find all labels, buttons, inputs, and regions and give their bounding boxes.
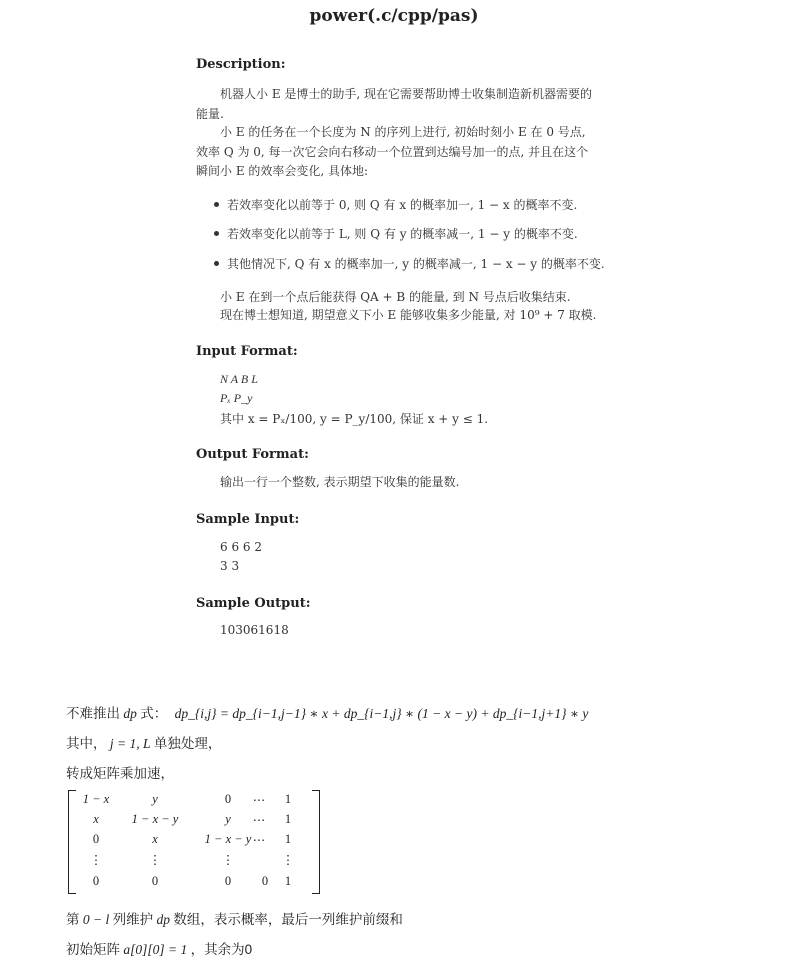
matrix-cell: ⋯: [252, 833, 266, 847]
matrix-cell: 0: [224, 792, 232, 806]
note-dp-formula: 不难推出 dp 式： dp_{i,j} = dp_{i−1,j−1} ∗ x + dp_{i−1,j} ∗ (1 − x − y) + dp_{i−1,j+1} ∗ y: [66, 706, 589, 721]
matrix-cell: 1 − x − y: [204, 832, 252, 846]
sample-input-heading: Sample Input:: [196, 512, 300, 527]
matrix-cell: 1 − x − y: [131, 812, 179, 826]
bullet-dot-icon: [214, 231, 219, 236]
matrix-cell: 1: [284, 874, 292, 888]
sample-input-line1: 6 6 6 2: [220, 540, 262, 554]
note-initial-matrix: 初始矩阵 a[0][0] = 1 ，其余为0: [66, 942, 253, 957]
bullet-item: [214, 225, 578, 242]
description-p1-line2: 能量.: [196, 107, 224, 121]
page-title: power(.c/cpp/pas): [309, 6, 479, 26]
matrix-cell: ⋮: [221, 853, 235, 867]
matrix-cell: 1: [284, 812, 292, 826]
description-heading: Description:: [196, 57, 286, 72]
matrix-cell: 0: [151, 874, 159, 888]
matrix-cell: y: [225, 812, 231, 826]
matrix-cell: 0: [92, 832, 100, 846]
note-matrix-speedup: 转成矩阵乘加速，: [66, 766, 174, 781]
matrix-cell: 0: [92, 874, 100, 888]
matrix-cell: ⋮: [148, 853, 162, 867]
matrix-cell: ⋯: [252, 813, 266, 827]
bullet-text: 若效率变化以前等于 0, 则 Q 有 x 的概率加一, 1 − x 的概率不变.: [227, 198, 578, 212]
bullet-text: 若效率变化以前等于 L, 则 Q 有 y 的概率减一, 1 − y 的概率不变.: [227, 227, 578, 241]
description-p2-line1: 小 E 的任务在一个长度为 N 的序列上进行, 初始时刻小 E 在 0 号点,: [220, 125, 586, 139]
matrix-cell: 1 − x: [82, 792, 110, 806]
description-p3-line1: 小 E 在到一个点后能获得 QA + B 的能量, 到 N 号点后收集结束.: [220, 290, 571, 304]
input-format-heading: Input Format:: [196, 344, 298, 359]
matrix-cell: 1: [284, 792, 292, 806]
matrix-right-bracket: [312, 790, 320, 894]
output-format-heading: Output Format:: [196, 447, 309, 462]
matrix-cell: 1: [284, 832, 292, 846]
input-format-line3: 其中 x = Pₓ/100, y = P_y/100, 保证 x + y ≤ 1.: [220, 412, 489, 426]
matrix-cell: ⋮: [89, 853, 103, 867]
bullet-item: [214, 255, 605, 272]
output-format-line1: 输出一行一个整数, 表示期望下收集的能量数.: [220, 475, 460, 489]
note-columns: 第 0 − l 列维护 dp 数组，表示概率，最后一列维护前缀和: [66, 912, 403, 927]
matrix-cell: 0: [224, 874, 232, 888]
description-p1-line1: 机器人小 E 是博士的助手, 现在它需要帮助博士收集制造新机器需要的: [220, 87, 593, 101]
bullet-text: 其他情况下, Q 有 x 的概率加一, y 的概率减一, 1 − x − y 的概率不变.: [227, 257, 605, 271]
sample-input-line2: 3 3: [220, 559, 240, 573]
matrix-cell: 0: [261, 874, 269, 888]
bullet-item: [214, 196, 577, 213]
matrix-cell: x: [152, 832, 158, 846]
matrix-cell: ⋮: [281, 853, 295, 867]
bullet-dot-icon: [214, 202, 219, 207]
description-p2-line2: 效率 Q 为 0, 每一次它会向右移动一个位置到达编号加一的点, 并且在这个: [196, 145, 589, 159]
sample-output-heading: Sample Output:: [196, 596, 311, 611]
transition-matrix: [68, 790, 320, 894]
description-p2-line3: 瞬间小 E 的效率会变化, 具体地:: [196, 164, 369, 178]
sample-output-line1: 103061618: [220, 623, 289, 637]
matrix-cell: ⋯: [252, 793, 266, 807]
matrix-cell: y: [152, 792, 158, 806]
input-format-line2: Pₓ P_y: [220, 391, 253, 405]
input-format-line1: N A B L: [220, 372, 258, 386]
note-boundary: 其中， j = 1, L 单独处理，: [66, 736, 222, 751]
matrix-cell: x: [93, 812, 99, 826]
description-p3-line2: 现在博士想知道, 期望意义下小 E 能够收集多少能量, 对 10⁹ + 7 取模.: [220, 308, 597, 322]
bullet-dot-icon: [214, 261, 219, 266]
